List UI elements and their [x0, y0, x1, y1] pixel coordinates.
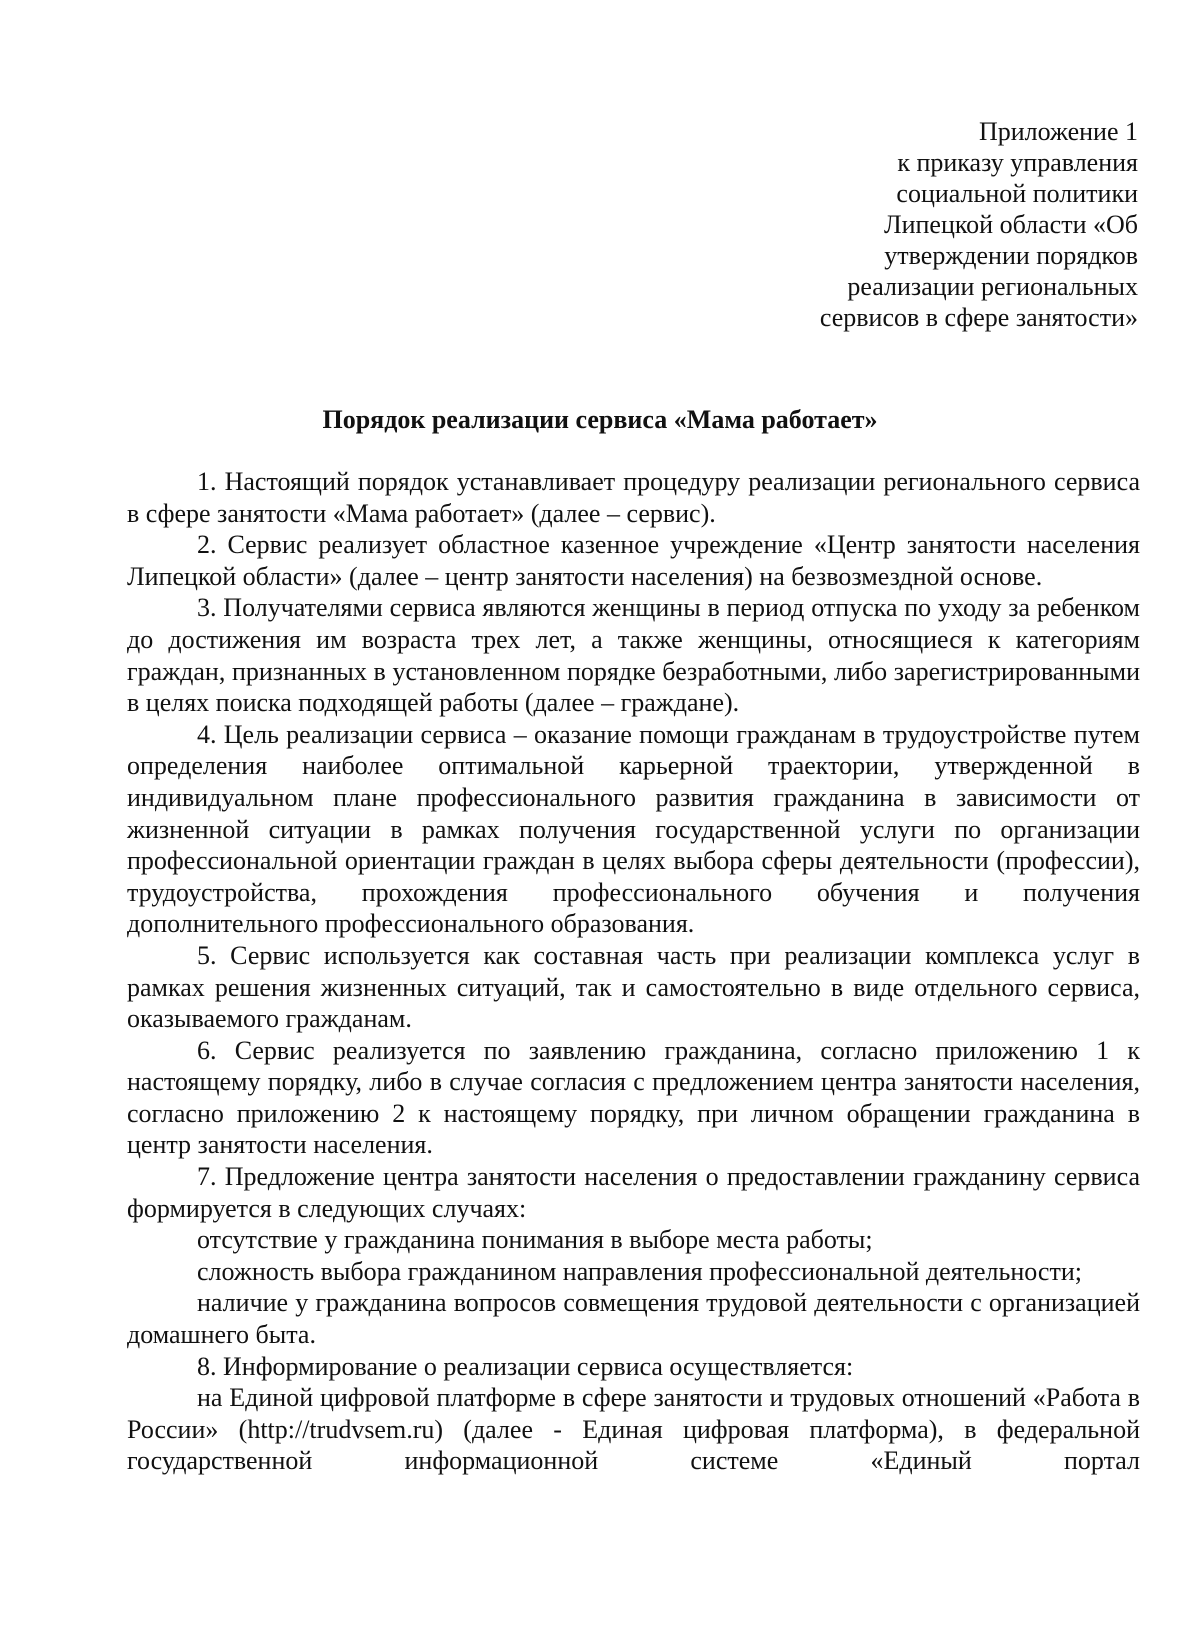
paragraph-8: 8. Информирование о реализации сервиса осуществляется: [197, 1351, 854, 1381]
paragraph-5: 5. Сервис используется как составная часть при реализации комплекса услуг в рамках решения жизненных ситуаций, так и самостоятельно в виде отдельного сервиса, оказываемого гражданам. [127, 940, 1140, 1034]
annex-line: к приказу управления [897, 148, 1138, 177]
paragraph-4: 4. Цель реализации сервиса – оказание помощи гражданам в трудоустройстве путем определения наиболее оптимальной карьерной траектории, утвержденной в индивидуальном плане профессионального развития гражданина в зависимости от жизненной ситуации в рамках получения государственной услуги по организации профессиональной ориентации граждан в целях выбора сферы деятельности (профессии), трудоустройства, прохождения профессионального обучения и получения дополнительного профессионального образования. [127, 719, 1140, 939]
annex-line: реализации региональных [847, 272, 1138, 301]
document-title: Порядок реализации сервиса «Мама работает» [322, 405, 878, 434]
annex-header [618, 116, 1138, 333]
list-item-2: сложность выбора гражданином направления профессиональной деятельности; [197, 1256, 1082, 1286]
paragraph-1: 1. Настоящий порядок устанавливает процедуру реализации регионального сервиса в сфере занятости «Мама работает» (далее – сервис). [127, 467, 1140, 528]
list-item-3: наличие у гражданина вопросов совмещения трудовой деятельности с организацией домашнего быта. [127, 1288, 1140, 1350]
paragraph-7: 7. Предложение центра занятости населения о предоставлении гражданину сервиса формируется в следующих случаях: [127, 1162, 1140, 1223]
paragraph-2: 2. Сервис реализует областное казенное учреждение «Центр занятости населения Липецкой области» (далее – центр занятости населения) на безвозмездной основе. [127, 530, 1140, 591]
annex-line: Приложение 1 [978, 117, 1138, 146]
annex-line: социальной политики [896, 179, 1138, 208]
document-body [127, 466, 1140, 1477]
paragraph-3: 3. Получателями сервиса являются женщины в период отпуска по уходу за ребенком до достижения им возраста трех лет, а также женщины, относящиеся к категориям граждан, признанных в установленном порядке безработными, либо зарегистрированными в целях поиска подходящей работы (далее – граждане). [127, 593, 1140, 718]
paragraph-8-item-1: на Единой цифровой платформе в сфере занятости и трудовых отношений «Работа в России» (http://trudvsem.ru) (далее - Единая цифровая платформа), в федеральной государственной информационной системе «Единый портал [127, 1383, 1140, 1476]
paragraph-6: 6. Сервис реализуется по заявлению гражданина, согласно приложению 1 к настоящему порядку, либо в случае согласия с предложением центра занятости населения, согласно приложению 2 к настоящему порядку, при личном обращении гражданина в центр занятости населения. [127, 1035, 1140, 1160]
list-item-1: отсутствие у гражданина понимания в выборе места работы; [197, 1225, 873, 1255]
annex-line: утверждении порядков [884, 241, 1138, 270]
annex-line: Липецкой области «Об [883, 210, 1138, 239]
annex-line: сервисов в сфере занятости» [819, 303, 1138, 332]
